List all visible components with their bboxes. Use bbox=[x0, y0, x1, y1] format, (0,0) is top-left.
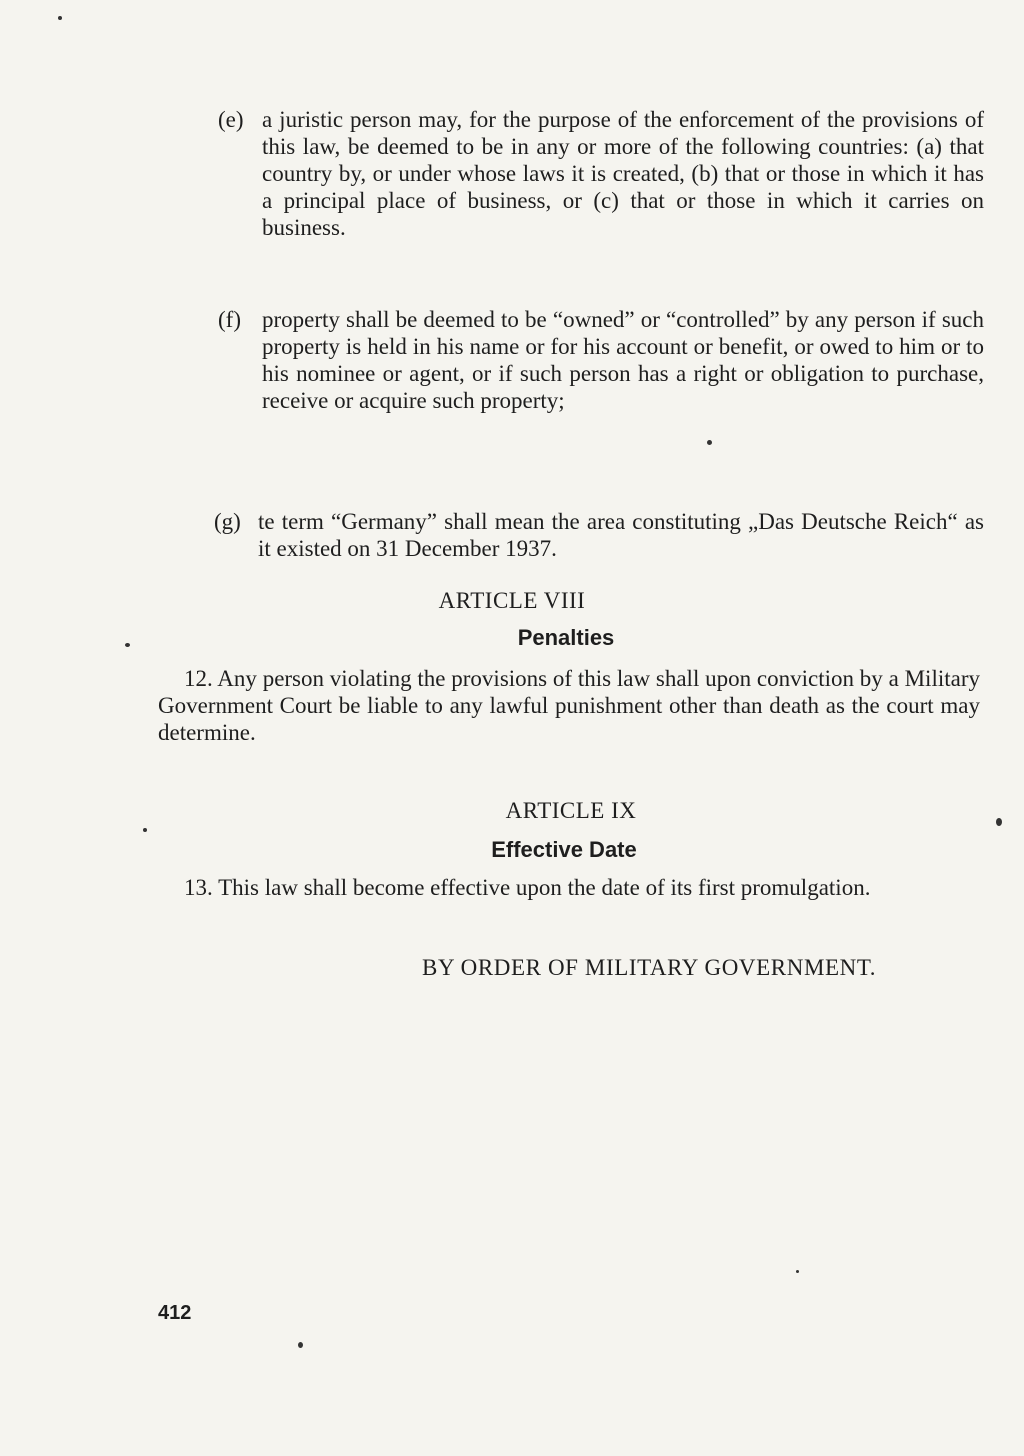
clause-e-text: a juristic person may, for the purpose of the enforcement of the provisions of this law, be deemed to be in any or more of the following countries: (a) that country by, or under whose laws it is created, (b) that or those in which it has a principal place of business, or (c) that or those in which it carries on business. bbox=[262, 107, 984, 240]
clause-e-label: (e) bbox=[218, 107, 244, 132]
article-8-para-number: 12. bbox=[184, 666, 213, 691]
page-number: 412 bbox=[158, 1302, 192, 1324]
scan-speck bbox=[58, 16, 62, 20]
scan-speck bbox=[707, 440, 712, 445]
article-8-para-text: Any person violating the provisions of this law shall upon conviction by a Military Government Court be liable to any lawful punishment other than death as the court may determine. bbox=[158, 666, 980, 745]
clause-f-text: property shall be deemed to be “owned” or “controlled” by any person if such property is held in his name or for his account or benefit, or owed to him or to his nominee or agent, or if such person has a right or obligation to purchase, receive or acquire such property; bbox=[262, 307, 984, 413]
scan-speck bbox=[143, 828, 147, 832]
article-9-subheading: Effective Date bbox=[491, 837, 637, 862]
article-9-para-number: 13. bbox=[184, 875, 213, 900]
clause-g-text: te term “Germany” shall mean the area constituting „Das Deutsche Reich“ as it existed on 31 December 1937. bbox=[258, 509, 984, 561]
clause-f bbox=[218, 306, 984, 414]
clause-f-label: (f) bbox=[218, 307, 241, 332]
scan-speck bbox=[796, 1270, 799, 1273]
scan-speck bbox=[125, 643, 130, 647]
article-9-heading: ARTICLE IX bbox=[505, 798, 637, 823]
article-9-para-text: This law shall become effective upon the date of its first promulgation. bbox=[218, 875, 871, 900]
article-8-heading: ARTICLE VIII bbox=[438, 588, 586, 613]
clause-g-label: (g) bbox=[214, 509, 241, 534]
signature-line: BY ORDER OF MILITARY GOVERNMENT. bbox=[422, 955, 877, 980]
clause-g bbox=[214, 508, 984, 562]
article-9-paragraph bbox=[158, 874, 980, 901]
clause-e bbox=[218, 106, 984, 241]
scan-speck bbox=[996, 818, 1002, 826]
article-8-subheading: Penalties bbox=[517, 625, 615, 650]
scan-speck bbox=[298, 1342, 303, 1348]
article-8-paragraph bbox=[158, 665, 980, 746]
